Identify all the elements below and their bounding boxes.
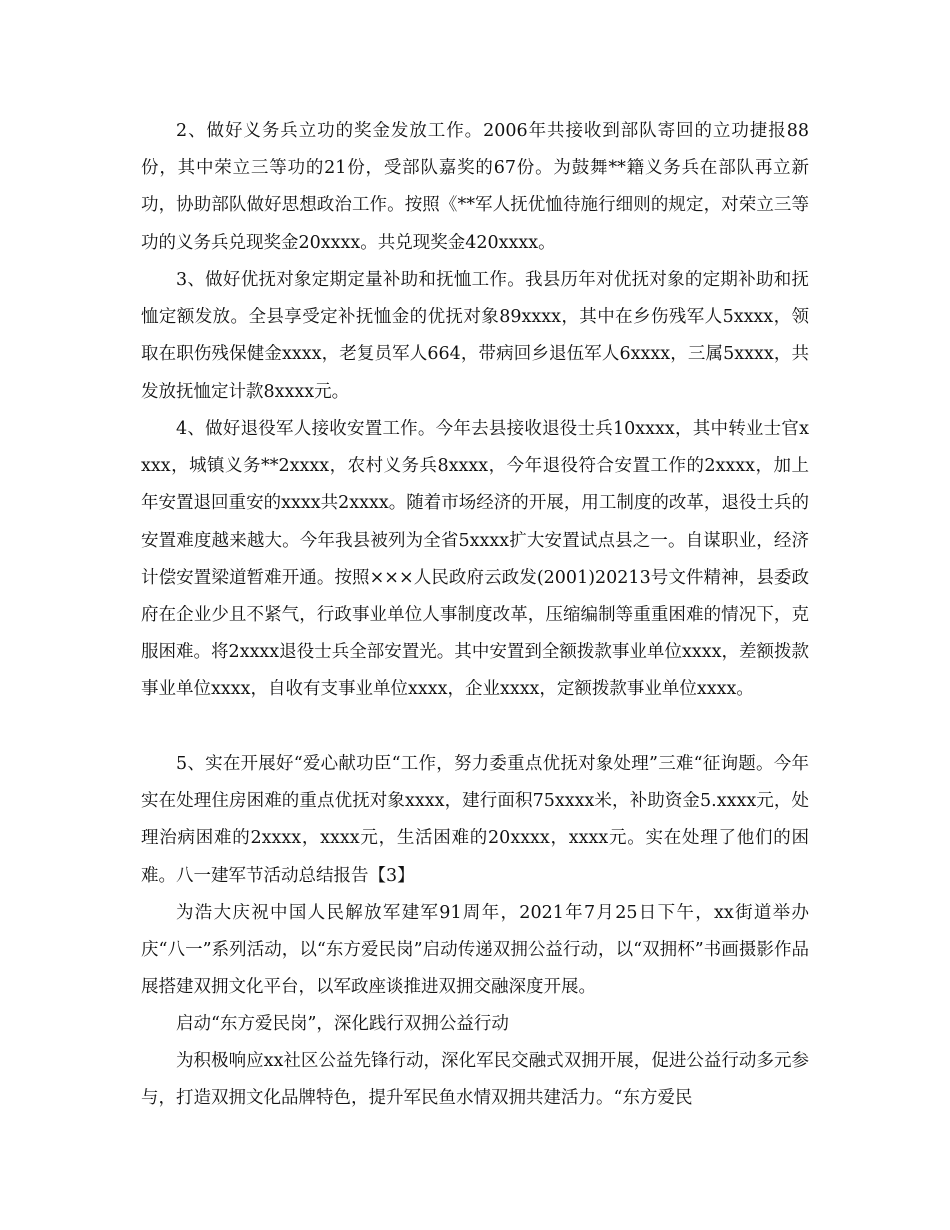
paragraph-item-4: 4、做好退役军人接收安置工作。今年去县接收退役士兵10xxxx，其中转业士官xxxx，城镇义务**2xxxx，农村义务兵8xxxx，今年退役符合安置工作的2xxxx，加上年安置退回重安的xxxx共2xxxx。随着市场经济的开展，用工制度的改革，退役士兵的安置难度越来越大。今年我县被列为全省5xxxx扩大安置试点县之一。自谋职业，经济计偿安置梁道暂难开通。按照×××人民政府云政发(2001)20213号文件精神，县委政府在企业少且不紧气，行政事业单位人事制度改革，压缩编制等重重困难的情况下，克服困难。将2xxxx退役士兵全部安置光。其中安置到全额拨款事业单位xxxx，差额拨款事业单位xxxx，自收有支事业单位xxxx，企业xxxx，定额拨款事业单位xxxx。 [141, 419, 809, 700]
paragraph-body: 为积极响应xx社区公益先锋行动，深化军民交融式双拥开展，促进公益行动多元参与，打造双拥文化品牌特色，提升军民鱼水情双拥共建活力。“东方爱民 [141, 1051, 809, 1109]
paragraph-item-5: 5、实在开展好“爱心献功臣“工作，努力委重点优抚对象处理”三难“征询题。今年实在处理住房困难的重点优抚对象xxxx，建行面积75xxxx米，补助资金5.xxxx元，处理治病困难的2xxxx，xxxx元，生活困难的20xxxx，xxxx元。实在处理了他们的困难。 [141, 754, 809, 886]
paragraph-intro: 为浩大庆祝中国人民解放军建军91周年，2021年7月25日下午，xx街道举办庆“八一”系列活动，以“东方爱民岗”启动传递双拥公益行动，以“双拥杯”书画摄影作品展搭建双拥文化平台，以军政座谈推进双拥交融深度开展。 [141, 903, 809, 998]
paragraph-item-3: 3、做好优抚对象定期定量补助和抚恤工作。我县历年对优抚对象的定期补助和抚恤定额发放。全县享受定补抚恤金的优抚对象89xxxx，其中在乡伤残军人5xxxx，领取在职伤残保健金xxxx，老复员军人664，带病回乡退伍军人6xxxx，三属5xxxx，共发放抚恤定计款8xxxx元。 [141, 270, 809, 402]
paragraph-item-2: 2、做好义务兵立功的奖金发放工作。2006年共接收到部队寄回的立功捷报88份，其中荣立三等功的21份，受部队嘉奖的67份。为鼓舞**籍义务兵在部队再立新功，协助部队做好思想政治工作。按照《**军人抚优恤待施行细则的规定，对荣立三等功的义务兵兑现奖金20xxxx。共兑现奖金420xxxx。 [141, 121, 809, 253]
subsection-heading: 启动“东方爱民岗”，深化践行双拥公益行动 [176, 1014, 509, 1034]
section-heading: 八一建军节活动总结报告【3】 [176, 866, 415, 886]
